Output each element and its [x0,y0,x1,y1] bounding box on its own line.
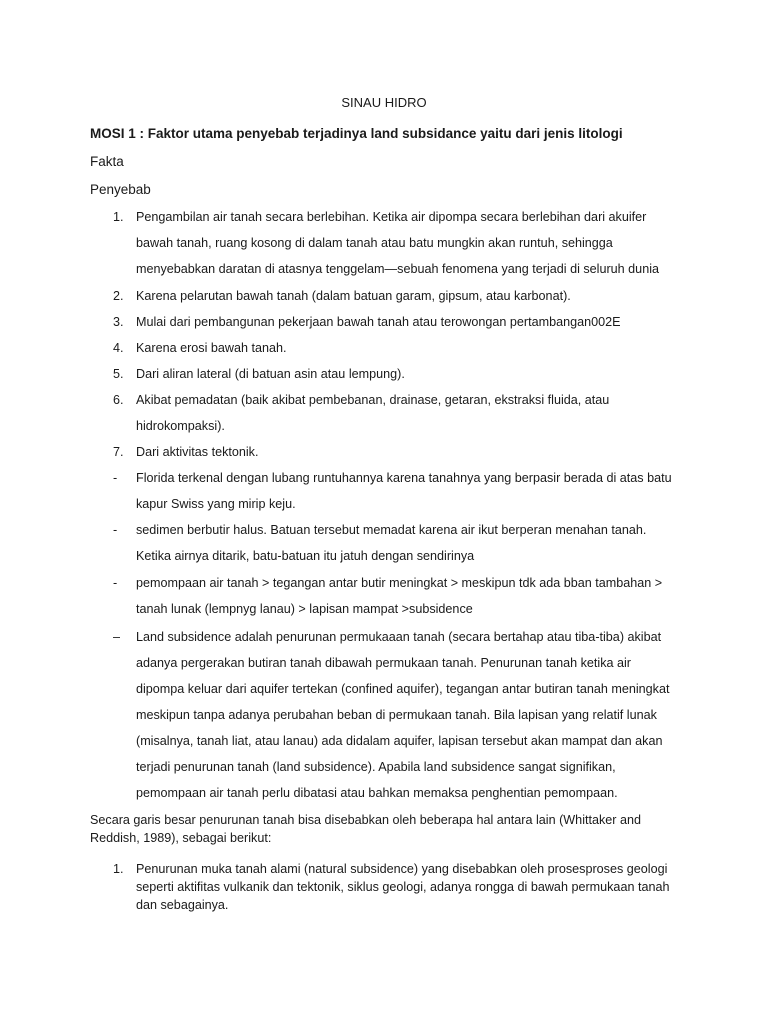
bullet-dash: - [113,523,118,537]
list-number: 5. [113,367,124,381]
text-line: Karena erosi bawah tanah. [136,341,287,355]
text-line: adanya pergerakan butiran tanah dibawah permukaan tanah. Penurunan tanah ketika air [136,656,632,670]
penyebab-label: Penyebab [90,182,151,197]
bullet-item-text [136,624,686,806]
list-number: 6. [113,393,124,407]
list-item-text [136,361,686,387]
list-number: 3. [113,315,124,329]
text-line: pemompaan air tanah perlu dibatasi atau bahkan memaksa penghentian pemompaan. [136,786,618,800]
text-line: seperti aktifitas vulkanik dan tektonik, siklus geologi, adanya rongga di bawah permukaan tanah [136,880,670,894]
text-line: Ketika airnya ditarik, batu-batuan itu jatuh dengan sendirinya [136,549,475,563]
text-line: terjadi penurunan tanah (land subsidence). Apabila land subsidence sangat signifikan, [136,760,616,774]
text-line: pemompaan air tanah > tegangan antar butir meningkat > meskipun tdk ada bban tambahan > [136,576,663,590]
bullet-item-text [136,517,686,569]
text-line: Penurunan muka tanah alami (natural subsidence) yang disebabkan oleh prosesproses geologi [136,862,668,876]
text-line: meskipun tanpa adanya perubahan beban di permukaan tanah. Bila lapisan yang relatif lunak [136,708,657,722]
text-line: bawah tanah, ruang kosong di dalam tanah atau batu mungkin akan runtuh, sehingga [136,236,613,250]
list-item-text [136,387,686,439]
text-line: hidrokompaksi). [136,419,225,433]
list-number: 1. [113,210,124,224]
document-title: SINAU HIDRO [341,95,427,110]
text-line: Dari aliran lateral (di batuan asin atau lempung). [136,367,405,381]
text-line: tanah lunak (lempnyg lanau) > lapisan mampat >subsidence [136,602,473,616]
text-line: dan sebagainya. [136,898,229,912]
bullet-item-text [136,570,686,622]
text-line: Mulai dari pembangunan pekerjaan bawah tanah atau terowongan pertambangan002E [136,315,621,329]
text-line: Land subsidence adalah penurunan permukaaan tanah (secara bertahap atau tiba-tiba) akibat [136,630,662,644]
text-line: (misalnya, tanah liat, atau lanau) ada didalam aquifer, lapisan tersebut akan mampat dan akan [136,734,663,748]
list-item-text [136,860,676,914]
text-line: Pengambilan air tanah secara berlebihan. Ketika air dipompa secara berlebihan dari akuifer [136,210,647,224]
text-line: Florida terkenal dengan lubang runtuhannya karena tanahnya yang berpasir berada di atas batu [136,471,672,485]
bullet-dash: – [113,630,121,644]
text-line: dipompa keluar dari aquifer tertekan (confined aquifer), tegangan antar butiran tanah meningkat [136,682,670,696]
text-line: Secara garis besar penurunan tanah bisa disebabkan oleh beberapa hal antara lain (Whittaker and [90,813,641,827]
text-line: Akibat pemadatan (baik akibat pembebanan, drainase, getaran, ekstraksi fluida, atau [136,393,610,407]
bullet-dash: - [113,576,118,590]
list-item-text [136,204,686,282]
bullet-item-text [136,465,686,517]
list-number: 4. [113,341,124,355]
text-line: kapur Swiss yang mirip keju. [136,497,296,511]
text-line: Dari aktivitas tektonik. [136,445,259,459]
list-item-text [136,283,686,309]
text-line: Reddish, 1989), sebagai berikut: [90,831,272,845]
text-line: Karena pelarutan bawah tanah (dalam batuan garam, gipsum, atau karbonat). [136,289,571,303]
list-item-text [136,309,686,335]
fakta-label: Fakta [90,154,124,169]
text-line: menyebabkan daratan di atasnya tenggelam—sebuah fenomena yang terjadi di seluruh dunia [136,262,659,276]
body-paragraph [90,811,670,847]
bullet-dash: - [113,471,118,485]
list-number: 7. [113,445,124,459]
list-item-text [136,439,686,465]
motion-heading: MOSI 1 : Faktor utama penyebab terjadinya land subsidance yaitu dari jenis litologi [90,126,623,141]
list-number: 2. [113,289,124,303]
list-item-text [136,335,686,361]
text-line: sedimen berbutir halus. Batuan tersebut memadat karena air ikut berperan menahan tanah. [136,523,647,537]
list-number: 1. [113,862,124,876]
